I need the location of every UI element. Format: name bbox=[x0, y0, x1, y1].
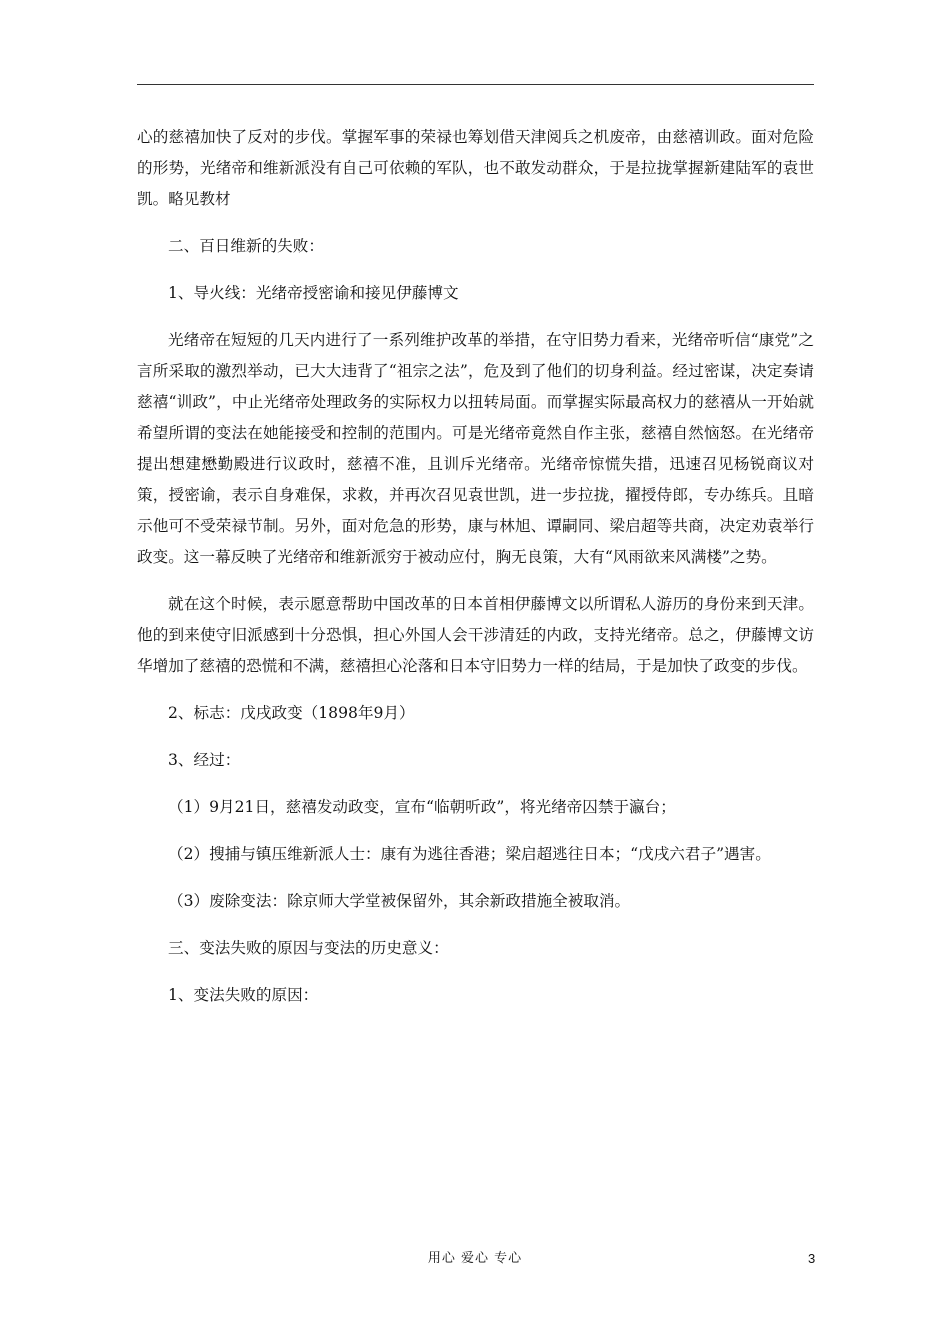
header-rule bbox=[137, 84, 814, 85]
list-item-1: （1）9月21日，慈禧发动政变，宣布“临朝听政”，将光绪帝囚禁于瀛台； bbox=[168, 798, 676, 816]
document-body bbox=[137, 122, 814, 1011]
paragraph-guangxu-measures: 光绪帝在短短的几天内进行了一系列维护改革的举措，在守旧势力看来，光绪帝听信“康党”之言所采取的激烈举动，已大大违背了“祖宗之法”，危及到了他们的切身利益。经过密谋，决定奏请慈禧“训政”，中止光绪帝处理政务的实际权力以扭转局面。而掌握实际最高权力的慈禧从一开始就希望所谓的变法在她能接受和控制的范围内。可是光绪帝竟然自作主张，慈禧自然恼怒。在光绪帝提出想建懋勤殿进行议政时，慈禧不准，且训斥光绪帝。光绪帝惊慌失措，迅速召见杨锐商议对策，授密谕，表示自身难保，求救，并再次召见袁世凯，进一步拉拢，擢授侍郎，专办练兵。且暗示他可不受荣禄节制。另外，面对危急的形势，康与林旭、谭嗣同、梁启超等共商，决定劝袁举行政变。这一幕反映了光绪帝和维新派穷于被动应付，胸无良策，大有“风雨欲来风满楼”之势。 bbox=[137, 331, 814, 566]
footer-motto: 用心 爱心 专心 bbox=[427, 1251, 523, 1266]
subheading-process: 3、经过： bbox=[168, 751, 241, 769]
subheading-symbol: 2、标志：戊戌政变（1898年9月） bbox=[168, 704, 415, 722]
page-number: 3 bbox=[808, 1251, 816, 1266]
paragraph-continuation: 心的慈禧加快了反对的步伐。掌握军事的荣禄也筹划借天津阅兵之机废帝，由慈禧训政。面对危险的形势，光绪帝和维新派没有自己可依赖的军队，也不敢发动群众，于是拉拢掌握新建陆军的袁世凯。略见教材 bbox=[137, 128, 814, 208]
section-heading-3: 三、变法失败的原因与变法的历史意义： bbox=[168, 939, 449, 957]
paragraph-ito-visit: 就在这个时候，表示愿意帮助中国改革的日本首相伊藤博文以所谓私人游历的身份来到天津。他的到来使守旧派感到十分恐惧，担心外国人会干涉清廷的内政，支持光绪帝。总之，伊藤博文访华增加了慈禧的恐慌和不满，慈禧担心沦落和日本守旧势力一样的结局，于是加快了政变的步伐。 bbox=[137, 595, 814, 675]
list-item-3: （3）废除变法：除京师大学堂被保留外，其余新政措施全被取消。 bbox=[168, 892, 631, 910]
section-heading-2: 二、百日维新的失败： bbox=[168, 237, 324, 255]
subheading-failure-reasons: 1、变法失败的原因： bbox=[168, 986, 319, 1004]
subheading-trigger: 1、导火线：光绪帝授密谕和接见伊藤博文 bbox=[168, 284, 459, 302]
list-item-2: （2）搜捕与镇压维新派人士：康有为逃往香港；梁启超逃往日本；“戊戌六君子”遇害。 bbox=[168, 845, 771, 863]
